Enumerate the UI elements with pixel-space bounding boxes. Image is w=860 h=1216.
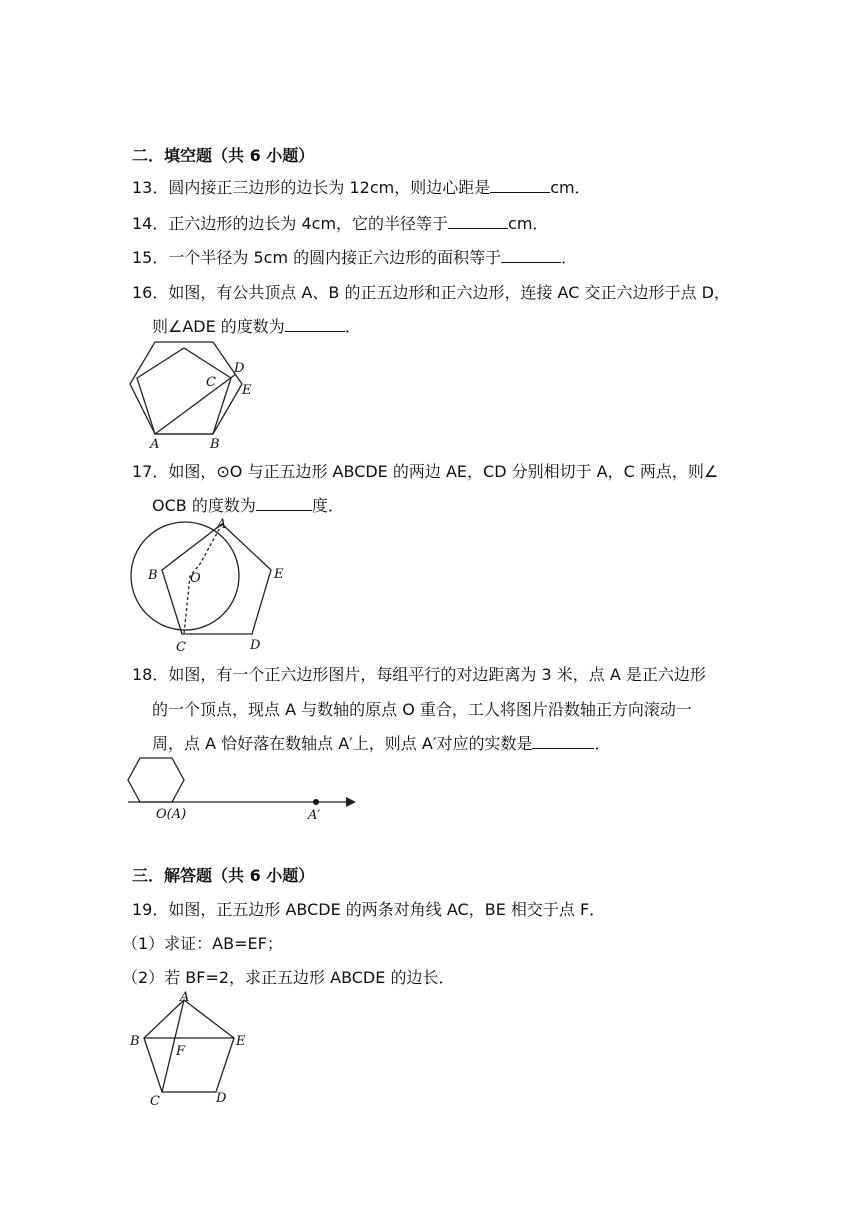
question-18-line-2 [152, 700, 692, 720]
answer-blank[interactable] [285, 317, 345, 332]
question-14 [132, 214, 548, 234]
label-c: C [150, 1094, 160, 1108]
hexagon-outline [130, 342, 242, 434]
question-text: 则∠ADE 的度数为 [152, 317, 285, 336]
label-c: C [176, 640, 186, 655]
question-text-end: ． [561, 248, 578, 267]
question-text: 正六边形的边长为 4cm，它的半径等于 [168, 214, 449, 233]
question-19-part-2: （2）若 BF=2，求正五边形 ABCDE 的边长． [122, 968, 455, 987]
question-18-line-1 [132, 665, 706, 685]
hexagon-outline [128, 758, 184, 802]
segment-ac [155, 374, 236, 434]
question-text: 周，点 A 恰好落在数轴点 A′上，则点 A′对应的实数是 [152, 734, 533, 753]
label-origin: O(A) [156, 807, 187, 822]
question-text-end: cm． [508, 214, 549, 233]
question-text: 圆内接正三边形的边长为 12cm，则边心距是 [168, 178, 491, 197]
figure-16-pentagon-hexagon [122, 336, 262, 454]
question-19-part-1: （1）求证：AB=EF； [122, 934, 283, 953]
pentagon-outline [162, 524, 271, 634]
question-text: 如图，有一个正六边形图片，每组平行的对边距离为 3 米，点 A 是正六边形 [168, 665, 706, 684]
question-text-end: ． [594, 734, 611, 753]
arrow-head-icon [346, 797, 356, 807]
answer-blank[interactable] [532, 734, 594, 749]
pentagon-outline [144, 1000, 234, 1092]
label-a-prime: A′ [308, 808, 321, 823]
figure-17-circle-pentagon [122, 516, 302, 656]
label-d: D [234, 361, 245, 376]
pentagon-outline [137, 348, 231, 434]
question-17-line-2 [152, 496, 344, 516]
label-b: B [210, 437, 220, 452]
label-f: F [176, 1044, 186, 1059]
question-text: 如图，有公共顶点 A、B 的正五边形和正六边形，连接 AC 交正六边形于点 D， [168, 283, 730, 302]
question-number: 16． [132, 283, 169, 302]
answer-blank[interactable] [448, 214, 508, 229]
question-16-line-1 [132, 283, 730, 303]
question-text-end: cm． [550, 178, 591, 197]
question-number: 19． [132, 900, 169, 919]
label-e: E [274, 567, 284, 582]
point-a-prime [313, 799, 319, 805]
question-number: 15． [132, 248, 169, 267]
section-3-heading: 三．解答题（共 6 小题） [132, 866, 315, 885]
label-e: E [242, 383, 252, 398]
question-19 [132, 900, 605, 920]
question-18-line-3 [152, 734, 610, 754]
question-text: OCB 的度数为 [152, 496, 256, 515]
question-text: 如图，⊙O 与正五边形 ABCDE 的两边 AE，CD 分别相切于 A，C 两点，则∠ [168, 462, 719, 481]
label-a: A [180, 990, 190, 1005]
question-15 [132, 248, 577, 268]
label-d: D [250, 638, 261, 653]
question-text-end: 度． [311, 496, 344, 515]
question-13 [132, 178, 591, 198]
label-c: C [206, 375, 216, 390]
question-number: 18． [132, 665, 169, 684]
question-number: 13． [132, 178, 169, 197]
label-b: B [148, 568, 158, 583]
question-text: 的一个顶点，现点 A 与数轴的原点 O 重合，工人将图片沿数轴正方向滚动一 [152, 700, 692, 719]
figure-18-hexagon-number-line [122, 754, 362, 826]
label-d: D [216, 1091, 227, 1106]
question-text: 如图，正五边形 ABCDE 的两条对角线 AC，BE 相交于点 F． [168, 900, 606, 919]
question-17-line-1 [132, 462, 718, 482]
label-e: E [236, 1034, 246, 1049]
question-16-line-2 [152, 317, 361, 337]
label-a: A [150, 437, 160, 452]
question-number: 14． [132, 214, 169, 233]
answer-blank[interactable] [490, 178, 550, 193]
answer-blank[interactable] [501, 248, 561, 263]
figure-19-pentagon-diagonals [124, 990, 254, 1108]
section-2-heading: 二．填空题（共 6 小题） [132, 146, 315, 165]
label-a: A [217, 517, 227, 532]
question-text-end: ． [344, 317, 361, 336]
label-o: O [190, 571, 201, 586]
question-number: 17． [132, 462, 169, 481]
label-b: B [130, 1034, 140, 1049]
question-text: 一个半径为 5cm 的圆内接正六边形的面积等于 [168, 248, 502, 267]
answer-blank[interactable] [256, 496, 312, 511]
